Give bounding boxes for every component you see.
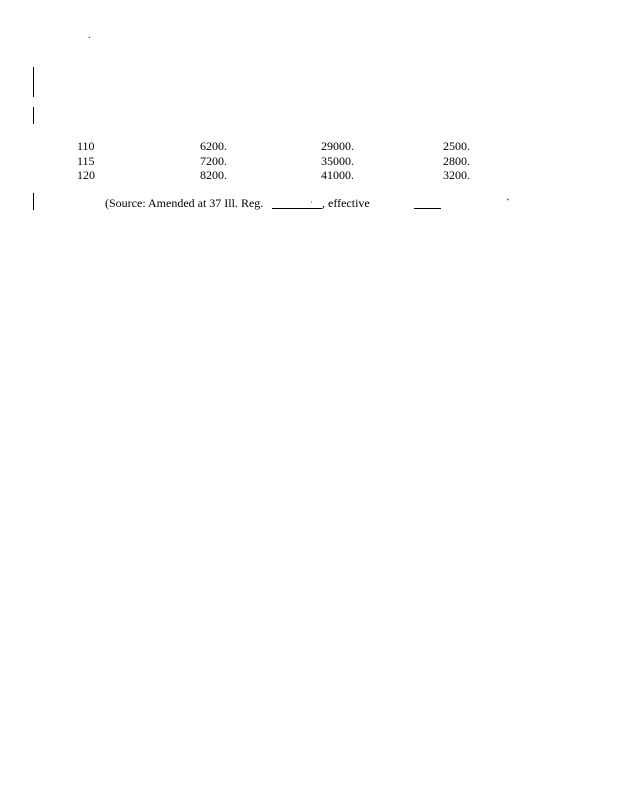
table-cell: 120 bbox=[77, 168, 95, 182]
source-effective: , effective bbox=[322, 196, 370, 210]
table-cell: 7200. bbox=[200, 153, 227, 168]
change-bar bbox=[33, 107, 34, 124]
table-cell: 3200. bbox=[443, 168, 470, 182]
table-cell: 29000. bbox=[321, 139, 354, 153]
table-cell: 6200. bbox=[200, 139, 227, 153]
table-row bbox=[0, 154, 619, 169]
table-row bbox=[0, 139, 619, 154]
change-bar bbox=[33, 67, 34, 97]
table-cell: 35000. bbox=[321, 153, 354, 168]
source-mid-mark: · bbox=[310, 198, 313, 207]
effective-date-blank bbox=[414, 196, 441, 209]
table-cell: 8200. bbox=[200, 168, 227, 182]
stray-mark: . bbox=[88, 30, 91, 41]
source-note bbox=[105, 196, 585, 212]
table-cell: 2500. bbox=[443, 139, 470, 153]
source-prefix: (Source: Amended at 37 Ill. Reg. bbox=[105, 196, 264, 210]
table-cell: 115 bbox=[77, 153, 95, 168]
register-number-blank bbox=[272, 196, 322, 209]
table-cell: 41000. bbox=[321, 168, 354, 182]
table-row bbox=[0, 168, 619, 183]
change-bar bbox=[33, 193, 34, 210]
table-cell: 2800. bbox=[443, 153, 470, 168]
table-cell: 110 bbox=[77, 139, 95, 153]
source-tail: ` bbox=[506, 196, 510, 210]
data-table bbox=[0, 139, 619, 183]
